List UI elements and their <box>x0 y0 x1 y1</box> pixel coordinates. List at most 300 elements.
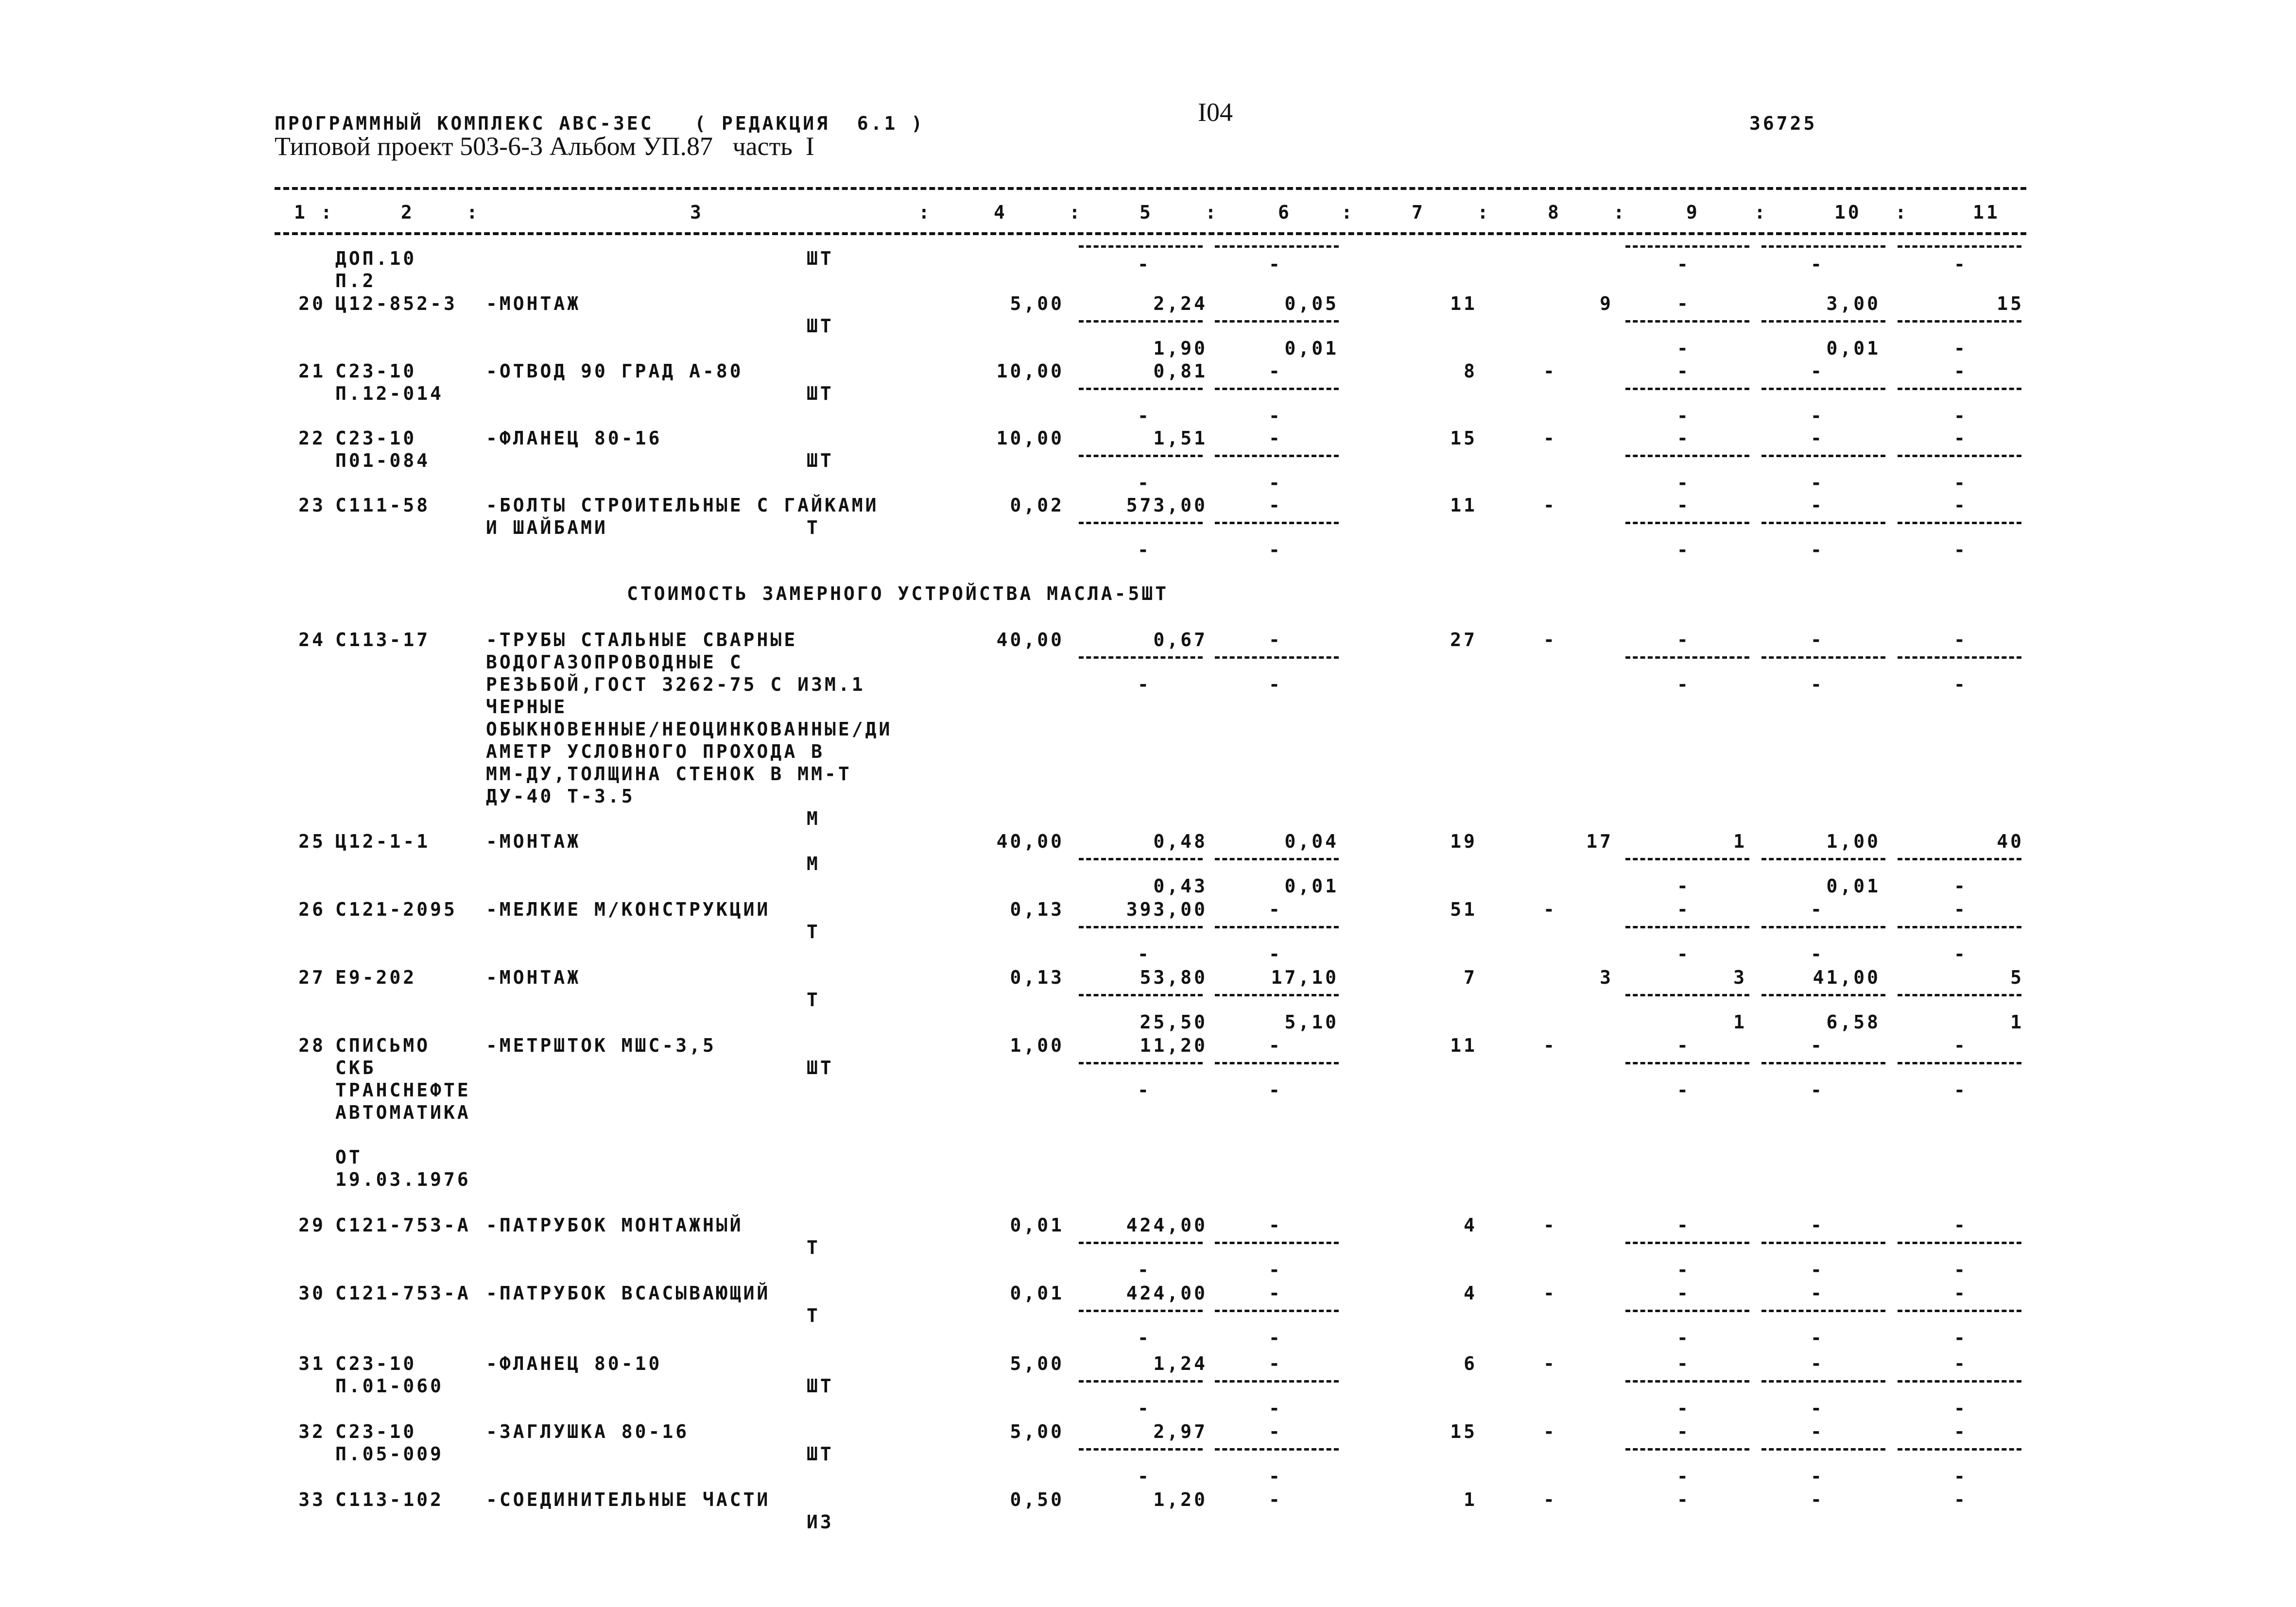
unit-cost-total: 2,24 <box>1153 293 1208 314</box>
quantity: 40,00 <box>996 831 1064 852</box>
labor-divider <box>1625 926 1749 928</box>
labor-divider <box>1761 388 1885 390</box>
row-number: 25 <box>298 831 326 852</box>
labor-machine-unit: 0,01 <box>1826 875 1881 897</box>
position-code: С23-10 <box>335 1421 417 1442</box>
labor-divider <box>1898 455 2021 457</box>
unit-of-measure: Т <box>807 989 820 1010</box>
unit-of-measure: ШТ <box>807 1375 834 1397</box>
machine-wages: - <box>1269 1259 1282 1281</box>
labor-unit: - <box>1811 899 1824 920</box>
total-cost: 11 <box>1450 495 1477 516</box>
position-code: С121-753-А <box>335 1282 471 1304</box>
column-separator: : <box>1477 202 1491 223</box>
unit-cost-total: 0,81 <box>1153 360 1208 382</box>
total-machine: - <box>1677 1421 1691 1442</box>
quantity: 0,50 <box>1010 1489 1064 1510</box>
total-wages: - <box>1543 1035 1557 1056</box>
labor-divider <box>1761 1380 1885 1383</box>
quantity: 5,00 <box>1010 1353 1064 1374</box>
project-title: Типовой проект 503-6-3 Альбом УП.87 часть I <box>275 132 814 161</box>
item-name: -МОНТАЖ <box>486 967 581 988</box>
unit-cost-total: 0,48 <box>1153 831 1208 852</box>
total-cost: 15 <box>1450 1421 1477 1442</box>
labor-unit: - <box>1811 427 1824 449</box>
cost-divider <box>1079 455 1203 457</box>
machine-wages: - <box>1269 254 1282 275</box>
unit-cost-total: 1,51 <box>1153 427 1208 449</box>
labor-unit: - <box>1811 1282 1824 1304</box>
item-name: -ПАТРУБОК МОНТАЖНЫЙ <box>486 1214 743 1236</box>
unit-cost-wages: - <box>1138 254 1151 275</box>
position-code: С23-10 <box>335 360 417 382</box>
item-name: ДУ-40 Т-3.5 <box>486 786 635 807</box>
total-machine: - <box>1677 1282 1691 1304</box>
labor-divider <box>1625 1310 1749 1312</box>
position-code: С121-2095 <box>335 899 457 920</box>
labor-machine-unit: 0,01 <box>1826 338 1881 359</box>
cost-divider <box>1215 455 1339 457</box>
total-wages: - <box>1543 1421 1557 1442</box>
labor-divider <box>1625 320 1749 323</box>
total-cost: 19 <box>1450 831 1477 852</box>
item-name: -ПАТРУБОК ВСАСЫВАЮЩИЙ <box>486 1282 771 1304</box>
row-number: 23 <box>298 495 326 516</box>
labor-machine-total: - <box>1954 1327 1968 1349</box>
total-machine-wages: - <box>1677 1259 1691 1281</box>
unit-cost-total: 424,00 <box>1126 1282 1208 1304</box>
total-machine: - <box>1677 1035 1691 1056</box>
labor-divider <box>1761 455 1885 457</box>
machine-wages: - <box>1269 943 1282 965</box>
row-number: 31 <box>298 1353 326 1374</box>
labor-unit: - <box>1811 360 1824 382</box>
total-cost: 27 <box>1450 629 1477 650</box>
column-header-3: 3 <box>690 202 704 223</box>
unit-cost-total: 2,97 <box>1153 1421 1208 1442</box>
position-code: ОТ <box>335 1146 363 1168</box>
row-number: 24 <box>298 629 326 650</box>
labor-divider <box>1898 1380 2021 1383</box>
table-top-rule <box>275 187 2026 190</box>
total-cost: 7 <box>1464 967 1477 988</box>
cost-divider <box>1215 1062 1339 1064</box>
labor-divider <box>1761 656 1885 659</box>
row-number: 22 <box>298 427 326 449</box>
machine-cost: 17,10 <box>1271 967 1339 988</box>
labor-total: - <box>1954 1421 1968 1442</box>
unit-cost-wages: - <box>1138 1327 1151 1349</box>
quantity: 5,00 <box>1010 293 1064 314</box>
labor-unit: - <box>1811 629 1824 650</box>
labor-total: - <box>1954 427 1968 449</box>
total-cost: 6 <box>1464 1353 1477 1374</box>
unit-cost-total: 0,67 <box>1153 629 1208 650</box>
total-machine: - <box>1677 629 1691 650</box>
unit-of-measure: ШТ <box>807 248 834 269</box>
unit-cost-total: 1,24 <box>1153 1353 1208 1374</box>
total-wages: - <box>1543 495 1557 516</box>
cost-divider <box>1215 320 1339 323</box>
item-name: -МОНТАЖ <box>486 293 581 314</box>
position-code: 19.03.1976 <box>335 1169 471 1190</box>
labor-machine-total: - <box>1954 1259 1968 1281</box>
column-header-1: 1 <box>294 202 308 223</box>
labor-divider <box>1898 522 2021 524</box>
machine-cost: - <box>1269 899 1282 920</box>
column-separator: : <box>1205 202 1219 223</box>
total-cost: 11 <box>1450 293 1477 314</box>
unit-cost-total: 573,00 <box>1126 495 1208 516</box>
labor-divider <box>1761 994 1885 996</box>
labor-divider <box>1625 388 1749 390</box>
position-code: С113-17 <box>335 629 431 650</box>
labor-divider <box>1898 1310 2021 1312</box>
total-machine: 3 <box>1733 967 1747 988</box>
labor-divider <box>1625 522 1749 524</box>
labor-machine-total: - <box>1954 1466 1968 1487</box>
cost-divider <box>1079 656 1203 659</box>
unit-cost-wages: - <box>1138 674 1151 695</box>
total-machine-wages: - <box>1677 1079 1691 1101</box>
labor-divider <box>1761 1062 1885 1064</box>
labor-machine-unit: - <box>1811 1327 1824 1349</box>
total-machine: - <box>1677 899 1691 920</box>
unit-cost-wages: - <box>1138 1259 1151 1281</box>
column-header-7: 7 <box>1412 202 1425 223</box>
labor-divider <box>1761 522 1885 524</box>
labor-machine-total: - <box>1954 1079 1968 1101</box>
total-cost: 4 <box>1464 1282 1477 1304</box>
row-number: 29 <box>298 1214 326 1236</box>
cost-divider <box>1215 1242 1339 1244</box>
labor-unit: - <box>1811 1353 1824 1374</box>
total-cost: 1 <box>1464 1489 1477 1510</box>
machine-cost: - <box>1269 1353 1282 1374</box>
cost-divider <box>1215 388 1339 390</box>
quantity: 0,01 <box>1010 1282 1064 1304</box>
labor-machine-total: - <box>1954 472 1968 494</box>
unit-cost-total: 53,80 <box>1139 967 1208 988</box>
item-name: ВОДОГАЗОПРОВОДНЫЕ С <box>486 651 743 673</box>
column-separator: : <box>466 202 480 223</box>
labor-divider <box>1898 388 2021 390</box>
item-name: -ФЛАНЕЦ 80-10 <box>486 1353 662 1374</box>
quantity: 0,13 <box>1010 967 1064 988</box>
unit-cost-wages: - <box>1138 1466 1151 1487</box>
machine-wages: 0,01 <box>1284 338 1339 359</box>
labor-divider <box>1761 1310 1885 1312</box>
total-cost: 8 <box>1464 360 1477 382</box>
labor-divider <box>1625 245 1749 248</box>
unit-cost-total: 393,00 <box>1126 899 1208 920</box>
total-wages: 17 <box>1586 831 1613 852</box>
position-code: ТРАНСНЕФТЕ <box>335 1079 471 1101</box>
unit-cost-wages: - <box>1138 1398 1151 1419</box>
item-name: И ШАЙБАМИ <box>486 517 608 538</box>
item-name: АМЕТР УСЛОВНОГО ПРОХОДА В <box>486 741 825 762</box>
machine-cost: - <box>1269 495 1282 516</box>
total-machine-wages: - <box>1677 875 1691 897</box>
program-header: ПРОГРАММНЫЙ КОМПЛЕКС АВС-ЗЕС ( РЕДАКЦИЯ 6.1 ) <box>275 113 925 134</box>
labor-total: - <box>1954 1489 1968 1510</box>
table-header-rule <box>275 232 2026 235</box>
labor-divider <box>1625 1062 1749 1064</box>
cost-divider <box>1079 1242 1203 1244</box>
labor-total: - <box>1954 1035 1968 1056</box>
column-header-2: 2 <box>401 202 414 223</box>
position-code: ДОП.10 <box>335 248 417 269</box>
labor-unit: - <box>1811 1489 1824 1510</box>
labor-divider <box>1625 858 1749 860</box>
total-machine: - <box>1677 1489 1691 1510</box>
position-code: Ц12-1-1 <box>335 831 431 852</box>
labor-unit: 1,00 <box>1826 831 1881 852</box>
cost-divider <box>1079 1380 1203 1383</box>
labor-divider <box>1761 926 1885 928</box>
labor-machine-unit: - <box>1811 472 1824 494</box>
labor-unit: - <box>1811 495 1824 516</box>
position-code: СПИСЬМО <box>335 1035 431 1056</box>
machine-wages: - <box>1269 472 1282 494</box>
row-number: 20 <box>298 293 326 314</box>
labor-total: 40 <box>1997 831 2024 852</box>
machine-wages: - <box>1269 405 1282 427</box>
total-machine-wages: - <box>1677 674 1691 695</box>
position-code: П.01-060 <box>335 1375 444 1397</box>
unit-cost-wages: - <box>1138 539 1151 561</box>
total-wages: - <box>1543 360 1557 382</box>
position-code: С113-102 <box>335 1489 444 1510</box>
unit-of-measure: Т <box>807 1305 820 1326</box>
machine-cost: - <box>1269 1035 1282 1056</box>
cost-divider <box>1215 522 1339 524</box>
machine-wages: - <box>1269 1079 1282 1101</box>
labor-machine-total: - <box>1954 338 1968 359</box>
labor-divider <box>1898 245 2021 248</box>
quantity: 1,00 <box>1010 1035 1064 1056</box>
labor-divider <box>1898 1448 2021 1451</box>
item-name: -СОЕДИНИТЕЛЬНЫЕ ЧАСТИ <box>486 1489 771 1510</box>
labor-machine-total: - <box>1954 943 1968 965</box>
quantity: 10,00 <box>996 360 1064 382</box>
labor-divider <box>1898 926 2021 928</box>
total-wages: - <box>1543 1214 1557 1236</box>
labor-machine-total: - <box>1954 875 1968 897</box>
machine-wages: - <box>1269 1398 1282 1419</box>
labor-divider <box>1761 1242 1885 1244</box>
cost-divider <box>1079 1062 1203 1064</box>
labor-divider <box>1761 1448 1885 1451</box>
labor-divider <box>1898 1062 2021 1064</box>
total-machine-wages: - <box>1677 1398 1691 1419</box>
total-wages: - <box>1543 1489 1557 1510</box>
total-wages: - <box>1543 629 1557 650</box>
cost-divider <box>1215 858 1339 860</box>
labor-total: 5 <box>2010 967 2024 988</box>
labor-total: - <box>1954 1282 1968 1304</box>
labor-machine-total: - <box>1954 539 1968 561</box>
machine-cost: - <box>1269 629 1282 650</box>
labor-divider <box>1898 1242 2021 1244</box>
labor-machine-unit: - <box>1811 405 1824 427</box>
total-machine: - <box>1677 1353 1691 1374</box>
row-number: 27 <box>298 967 326 988</box>
labor-machine-total: - <box>1954 254 1968 275</box>
row-number: 33 <box>298 1489 326 1510</box>
labor-total: - <box>1954 360 1968 382</box>
position-code: С23-10 <box>335 427 417 449</box>
labor-divider <box>1898 994 2021 996</box>
labor-total: 15 <box>1997 293 2024 314</box>
labor-divider <box>1625 1242 1749 1244</box>
unit-of-measure: Т <box>807 1237 820 1258</box>
total-machine-wages: - <box>1677 472 1691 494</box>
machine-wages: - <box>1269 539 1282 561</box>
unit-cost-wages: - <box>1138 1079 1151 1101</box>
item-name: -ТРУБЫ СТАЛЬНЫЕ СВАРНЫЕ <box>486 629 798 650</box>
column-separator: : <box>321 202 334 223</box>
position-code: СКБ <box>335 1057 376 1078</box>
column-separator: : <box>1341 202 1355 223</box>
position-code: П01-084 <box>335 450 431 471</box>
machine-cost: - <box>1269 1421 1282 1442</box>
item-name: -ОТВОД 90 ГРАД А-80 <box>486 360 743 382</box>
item-name: -МЕЛКИЕ М/КОНСТРУКЦИИ <box>486 899 771 920</box>
unit-cost-wages: - <box>1138 943 1151 965</box>
unit-cost-wages: - <box>1138 472 1151 494</box>
total-cost: 51 <box>1450 899 1477 920</box>
row-number: 30 <box>298 1282 326 1304</box>
quantity: 40,00 <box>996 629 1064 650</box>
unit-cost-wages: 0,43 <box>1153 875 1208 897</box>
unit-of-measure: Т <box>807 517 820 538</box>
labor-divider <box>1625 1380 1749 1383</box>
labor-divider <box>1761 245 1885 248</box>
labor-machine-unit: - <box>1811 943 1824 965</box>
quantity: 5,00 <box>1010 1421 1064 1442</box>
cost-divider <box>1215 1310 1339 1312</box>
cost-divider <box>1215 245 1339 248</box>
labor-machine-total: - <box>1954 405 1968 427</box>
item-name: -БОЛТЫ СТРОИТЕЛЬНЫЕ С ГАЙКАМИ <box>486 495 879 516</box>
labor-divider <box>1625 455 1749 457</box>
column-separator: : <box>1895 202 1909 223</box>
total-machine: - <box>1677 495 1691 516</box>
section-title: СТОИМОСТЬ ЗАМЕРНОГО УСТРОЙСТВА МАСЛА-5ШТ <box>627 583 1169 604</box>
cost-divider <box>1079 1310 1203 1312</box>
labor-machine-unit: 6,58 <box>1826 1011 1881 1033</box>
unit-cost-total: 1,20 <box>1153 1489 1208 1510</box>
labor-unit: - <box>1811 1214 1824 1236</box>
cost-divider <box>1079 926 1203 928</box>
position-code: Ц12-852-3 <box>335 293 457 314</box>
labor-divider <box>1761 858 1885 860</box>
machine-cost: - <box>1269 360 1282 382</box>
item-name: -МЕТРШТОК МШС-3,5 <box>486 1035 716 1056</box>
unit-of-measure: ШТ <box>807 315 834 337</box>
machine-wages: 5,10 <box>1284 1011 1339 1033</box>
column-header-9: 9 <box>1686 202 1700 223</box>
labor-total: - <box>1954 899 1968 920</box>
cost-divider <box>1215 1448 1339 1451</box>
total-machine: - <box>1677 1214 1691 1236</box>
cost-divider <box>1215 1380 1339 1383</box>
total-machine-wages: - <box>1677 943 1691 965</box>
cost-divider <box>1079 388 1203 390</box>
unit-of-measure: ШТ <box>807 1443 834 1465</box>
machine-wages: - <box>1269 1466 1282 1487</box>
unit-cost-total: 11,20 <box>1139 1035 1208 1056</box>
cost-divider <box>1215 994 1339 996</box>
machine-cost: - <box>1269 1489 1282 1510</box>
labor-divider <box>1625 1448 1749 1451</box>
unit-of-measure: ШТ <box>807 383 834 404</box>
unit-cost-wages: 1,90 <box>1153 338 1208 359</box>
total-machine: - <box>1677 293 1691 314</box>
machine-wages: - <box>1269 674 1282 695</box>
labor-machine-unit: - <box>1811 1398 1824 1419</box>
cost-divider <box>1079 320 1203 323</box>
position-code: С111-58 <box>335 495 431 516</box>
labor-divider <box>1761 320 1885 323</box>
cost-divider <box>1215 656 1339 659</box>
column-header-11: 11 <box>1973 202 2000 223</box>
machine-cost: 0,04 <box>1284 831 1339 852</box>
item-name: ОБЫКНОВЕННЫЕ/НЕОЦИНКОВАННЫЕ/ДИ <box>486 718 893 740</box>
cost-divider <box>1215 926 1339 928</box>
total-wages: - <box>1543 1353 1557 1374</box>
quantity: 0,13 <box>1010 899 1064 920</box>
machine-cost: - <box>1269 1282 1282 1304</box>
position-code: П.2 <box>335 270 376 291</box>
column-header-5: 5 <box>1139 202 1153 223</box>
labor-machine-total: - <box>1954 1398 1968 1419</box>
machine-cost: 0,05 <box>1284 293 1339 314</box>
item-name: -ЗАГЛУШКА 80-16 <box>486 1421 690 1442</box>
column-header-10: 10 <box>1834 202 1862 223</box>
labor-total: - <box>1954 495 1968 516</box>
column-header-8: 8 <box>1548 202 1561 223</box>
item-name: -ФЛАНЕЦ 80-16 <box>486 427 662 449</box>
machine-cost: - <box>1269 427 1282 449</box>
column-separator: : <box>1754 202 1768 223</box>
quantity: 0,02 <box>1010 495 1064 516</box>
machine-wages: 0,01 <box>1284 875 1339 897</box>
cost-divider <box>1079 994 1203 996</box>
labor-divider <box>1625 994 1749 996</box>
total-machine-wages: - <box>1677 254 1691 275</box>
total-machine-wages: - <box>1677 338 1691 359</box>
row-number: 28 <box>298 1035 326 1056</box>
row-number: 32 <box>298 1421 326 1442</box>
page-number: I04 <box>1198 98 1233 127</box>
column-separator: : <box>1613 202 1627 223</box>
item-name: РЕЗЬБОЙ,ГОСТ 3262-75 С ИЗМ.1 <box>486 674 865 695</box>
unit-cost-wages: 25,50 <box>1139 1011 1208 1033</box>
unit-cost-wages: - <box>1138 405 1151 427</box>
unit-cost-total: 424,00 <box>1126 1214 1208 1236</box>
unit-of-measure: М <box>807 808 820 829</box>
labor-machine-unit: - <box>1811 1466 1824 1487</box>
total-wages: - <box>1543 899 1557 920</box>
cost-divider <box>1079 522 1203 524</box>
item-name: ЧЕРНЫЕ <box>486 696 568 718</box>
position-code: АВТОМАТИКА <box>335 1102 471 1123</box>
machine-wages: - <box>1269 1327 1282 1349</box>
unit-of-measure: ШТ <box>807 1057 834 1078</box>
labor-unit: - <box>1811 1035 1824 1056</box>
